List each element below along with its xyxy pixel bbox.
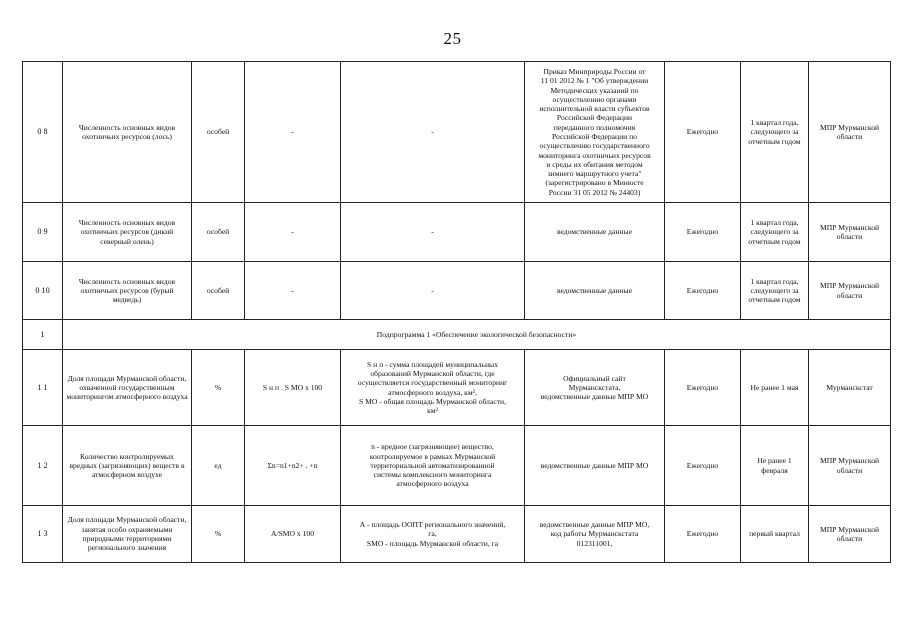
- frequency: Ежегодно: [665, 506, 741, 563]
- responsible: МПР Мурманской области: [809, 62, 891, 203]
- unit: %: [192, 350, 245, 426]
- formula-description: -: [341, 262, 525, 320]
- section-number: 1: [23, 320, 63, 350]
- frequency: Ежегодно: [665, 203, 741, 262]
- row-number: 1 1: [23, 350, 63, 426]
- deadline: Не ранее 1 мая: [741, 350, 809, 426]
- deadline: первый квартал: [741, 506, 809, 563]
- data-source: ведомственные данные МПР МО, код работы Мурманскстата 012311001,: [525, 506, 665, 563]
- frequency: Ежегодно: [665, 62, 741, 203]
- responsible: МПР Мурманской области: [809, 426, 891, 506]
- page-number: 25: [443, 29, 462, 48]
- section-row: [23, 320, 891, 350]
- data-source: ведомственные данные МПР МО: [525, 426, 665, 506]
- formula-description: S н п - сумма площадей муниципальных образований Мурманской области, где осуществляется государственный мониторинг атмосферного воздуха, км², S МО - общая площадь Мурманской области, км²: [341, 350, 525, 426]
- frequency: Ежегодно: [665, 426, 741, 506]
- formula-description: -: [341, 62, 525, 203]
- frequency: Ежегодно: [665, 262, 741, 320]
- row-number: 0 8: [23, 62, 63, 203]
- table-row: [23, 426, 891, 506]
- row-number: 1 3: [23, 506, 63, 563]
- row-number: 0 10: [23, 262, 63, 320]
- deadline: 1 квартал года, следующего за отчетным годом: [741, 203, 809, 262]
- unit: особей: [192, 62, 245, 203]
- deadline: Не ранее 1 февраля: [741, 426, 809, 506]
- data-source: ведомственные данные: [525, 262, 665, 320]
- table-row: [23, 62, 891, 203]
- section-title: Подпрограмма 1 «Обеспечение экологической безопасности»: [63, 320, 891, 350]
- deadline: 1 квартал года, следующего за отчетным годом: [741, 62, 809, 203]
- data-source: Официальный сайт Мурманскстата, ведомственные данные МПР МО: [525, 350, 665, 426]
- formula-description: -: [341, 203, 525, 262]
- deadline: 1 квартал года, следующего за отчетным годом: [741, 262, 809, 320]
- indicator-name: Численность основных видов охотничьих ресурсов (лось): [63, 62, 192, 203]
- formula: -: [245, 262, 341, 320]
- responsible: Мурманскстат: [809, 350, 891, 426]
- formula: Σn=n1+n2+ . +n: [245, 426, 341, 506]
- table-row: [23, 350, 891, 426]
- formula-description: А - площадь ООПТ регионального значений, га, SMO - площадь Мурманской области, га: [341, 506, 525, 563]
- unit: ед: [192, 426, 245, 506]
- frequency: Ежегодно: [665, 350, 741, 426]
- formula: S н п . S МО х 100: [245, 350, 341, 426]
- table-row: [23, 506, 891, 563]
- indicator-name: Численность основных видов охотничьих ресурсов (бурый медведь): [63, 262, 192, 320]
- row-number: 1 2: [23, 426, 63, 506]
- indicator-name: Доля площади Мурманской области, охваченной государственным мониторингом атмосферного воздуха: [63, 350, 192, 426]
- data-source: Приказ Минприроды России от 11 01 2012 № 1 "Об утверждении Методических указаний по осуществлению органами исполнительной власти субъектов Российской Федерации переданного полномочия Российской Федерации по осуществлению государственного мониторинга охотничьих ресурсов и среды их обитания методом зимнего маршрутного учета" (зарегистрировано в Минюсте России 31 05 2012 № 24403): [525, 62, 665, 203]
- responsible: МПР Мурманской области: [809, 262, 891, 320]
- indicator-name: Доля площади Мурманской области, занятая особо охраняемыми природными территориями регионального значения: [63, 506, 192, 563]
- unit: %: [192, 506, 245, 563]
- formula: -: [245, 62, 341, 203]
- table-row: [23, 262, 891, 320]
- indicators-table: [22, 61, 891, 563]
- formula: A/SMO х 100: [245, 506, 341, 563]
- responsible: МПР Мурманской области: [809, 203, 891, 262]
- indicator-name: Количество контролируемых вредных (загрязняющих) веществ в атмосферном воздухе: [63, 426, 192, 506]
- data-source: ведомственные данные: [525, 203, 665, 262]
- indicator-name: Численность основных видов охотничьих ресурсов (дикий северный олень): [63, 203, 192, 262]
- formula: -: [245, 203, 341, 262]
- unit: особей: [192, 262, 245, 320]
- row-number: 0 9: [23, 203, 63, 262]
- formula-description: n - вредное (загрязняющее) вещество, контролируемое в рамках Мурманской территориальной автоматизированной системы комплексного мониторинга атмосферного воздуха: [341, 426, 525, 506]
- table-row: [23, 203, 891, 262]
- responsible: МПР Мурманской области: [809, 506, 891, 563]
- unit: особей: [192, 203, 245, 262]
